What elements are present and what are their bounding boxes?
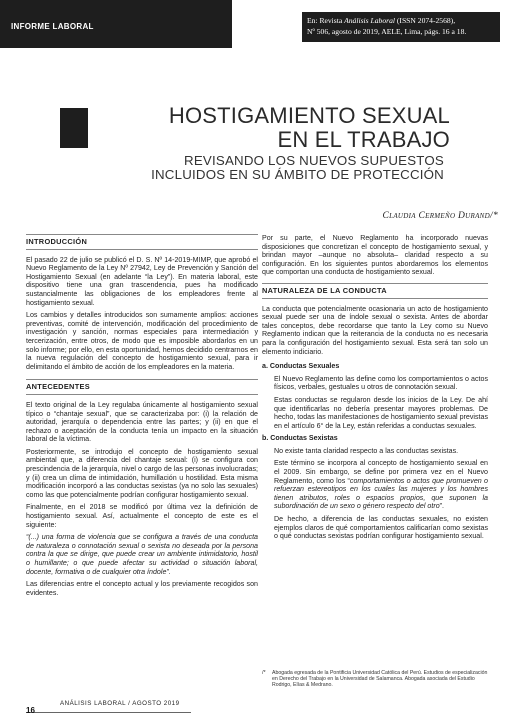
antecedentes-paragraph-3: Finalmente, en el 2018 se modificó por última vez la definición de hostigamiento sexual. Así, actualmente el concepto de este es el siguiente: <box>26 503 258 529</box>
list-item-b-label: b. Conductas Sexistas <box>262 434 338 443</box>
title-line-1: HOSTIGAMIENTO SEXUAL <box>168 103 450 128</box>
naturaleza-heading: NATURALEZA DE LA CONDUCTA <box>262 283 488 299</box>
intro-paragraph-1: El pasado 22 de julio se publicó el D. S. Nº 14-2019-MIMP, que aprobó el Nuevo Reglamento de la Ley Nº 27942, Ley de Prevención y Sanción del Hostigamiento Sexual (en adelante “la Ley”). En materia laboral, este dispositivo tiene una gran trascendencia, pues ha modificado sustancialmente las obligaciones de los empleadores frente al hostigamiento sexual. <box>26 255 258 307</box>
sexist-definition-quote: comportamientos o actos que promueven o refuerzan estereotipos en los cuales las mujeres y los hombres tienen atributos, roles o espacios propios, que suponen la subordinación de un sexo o género respecto del otro <box>274 476 488 511</box>
list-item-a-paragraph-1: El Nuevo Reglamento las define como los comportamientos o actos físicos, verbales, gestuales u otros de connotación sexual. <box>274 374 488 392</box>
list-item-b-paragraph-1: No existe tanta claridad respecto a las conductas sexistas. <box>274 446 459 455</box>
section-label: INFORME LABORAL <box>11 22 94 31</box>
article-subtitle <box>151 154 444 182</box>
subtitle-line-1: REVISANDO LOS NUEVOS SUPUESTOS <box>184 153 444 168</box>
left-column <box>26 234 258 601</box>
author-name: Claudia Cermeño Durand/* <box>382 211 498 221</box>
right-intro-paragraph: Por su parte, el Nuevo Reglamento ha incorporado nuevas disposiciones que concretizan el concepto de hostigamiento sexual, y brindan mayor –aunque no absoluta– claridad respecto a su configuración. En los siguientes puntos abordaremos los elementos que comportan una conducta de hostigamiento sexual. <box>262 234 488 277</box>
source-issue: Nº 506, agosto de 2019, AELE, Lima, págs. 16 a 18. <box>307 27 467 36</box>
footnote-text: Abogada egresada de la Pontificia Universidad Católica del Perú. Estudios de especialización en Derecho del Trabajo en la Universidad de Salamanca. Abogada asociada del Estudio Rodrigo, Elías & Medrano. <box>272 670 488 689</box>
author-footnote <box>262 670 488 689</box>
title-accent-bar <box>60 108 88 148</box>
footer-rule <box>26 712 191 713</box>
law-quote: “(...) una forma de violencia que se configura a través de una conducta de naturaleza o connotación sexual o sexista no deseada por la persona contra la que se dirige, que puede crear un ambiente intimidatorio, hostil o humillante; o que puede afectar su actividad o situación laboral, docente, formativa o de cualquier otra índole”. <box>26 533 258 576</box>
source-journal: Análisis Laboral <box>344 16 395 25</box>
list-item-b-paragraph-3: De hecho, a diferencia de las conductas sexuales, no existen ejemplos claros de qué comportamientos calificarían como sexistas o qué conductas sexistas podrían configurar hostigamiento sexual. <box>274 515 488 541</box>
sexist-definition-close: ”. <box>439 502 444 511</box>
page-number: 16 <box>26 706 35 715</box>
list-item-a-label: a. Conductas Sexuales <box>262 362 340 371</box>
running-footer: ANÁLISIS LABORAL / AGOSTO 2019 <box>60 700 180 707</box>
antecedentes-paragraph-4: Las diferencias entre el concepto actual y los previamente recogidos son evidentes. <box>26 580 258 597</box>
top-bar <box>0 0 510 48</box>
subtitle-line-2: INCLUIDOS EN SU ÁMBITO DE PROTECCIÓN <box>151 167 444 182</box>
list-item-a-paragraph-2: Estas conductas se regularon desde los inicios de la Ley. De ahí que identificarlas no debería presentar mayores problemas. De hecho, todas las manifestaciones de hostigamiento sexual previstas en el artículo 6° de la Ley, están referidas a conductas sexuales. <box>274 395 488 430</box>
title-line-2: EN EL TRABAJO <box>277 127 450 152</box>
source-issn: (ISSN 2074-2568), <box>394 16 456 25</box>
source-prefix: En: Revista <box>307 16 345 25</box>
antecedentes-heading: ANTECEDENTES <box>26 379 258 395</box>
title-block <box>60 104 450 182</box>
source-citation <box>302 12 500 42</box>
intro-paragraph-2: Los cambios y detalles introducidos son sumamente amplios: acciones preventivas, comité de intervención, modificación del procedimiento de investigación y sanción, normas especiales para intermediación y tercerización, entre otros, de modo que es imposible abordarlos en un solo informe; por ello, en esta oportunidad, hemos decidido centrarnos en la nueva regulación del concepto de hostigamiento sexual, para ir delimitando el ámbito de acción de los empleadores en la materia. <box>26 311 258 371</box>
naturaleza-paragraph: La conducta que potencialmente ocasionaria un acto de hostigamiento sexual puede ser una de índole sexual o sexista. Antes de abordar tales conceptos, debe recordarse que tanto la Ley como su Nuevo Reglamento indican que la reiterancia de la conducta no es necesaria para la configuración del hostigamiento sexual. Esta será tan solo un elemento indiciario. <box>262 304 488 356</box>
antecedentes-paragraph-2: Posteriormente, se introdujo el concepto de hostigamiento sexual ambiental que, a diferencia del chantaje sexual: (i) se configura con prescindencia de la jerarquía, nivel o cargo de las personas involucradas; y (ii) crea un clima de intimidación, humillación u hostilidad. Esta misma modificación incorporó a las conductas sexistas (ya no solo las sexuales) como las que potencialmente podrían configurar hostigamiento sexual. <box>26 447 258 499</box>
right-column <box>262 234 488 545</box>
intro-heading: INTRODUCCIÓN <box>26 234 258 250</box>
section-tab <box>0 0 232 48</box>
antecedentes-paragraph-1: El texto original de la Ley regulaba únicamente al hostigamiento sexual típico o “chantaje sexual”, que se caracterizaba por: (i) la relación de autoridad, jerarquía o dependencia entre las partes; y (ii) en que el rechazo o aceptación de la conducta tenía un impacto en la situación laboral de la víctima. <box>26 400 258 444</box>
list-item-b-paragraph-2 <box>262 459 488 511</box>
footnote-mark: /* <box>262 670 266 676</box>
article-title <box>169 104 450 152</box>
sexist-definition-intro: Este término se incorpora al concepto de hostigamiento sexual en el 2009. Sin embargo, se define por primera vez en el Nuevo Reglamento, como los “ <box>274 459 488 485</box>
